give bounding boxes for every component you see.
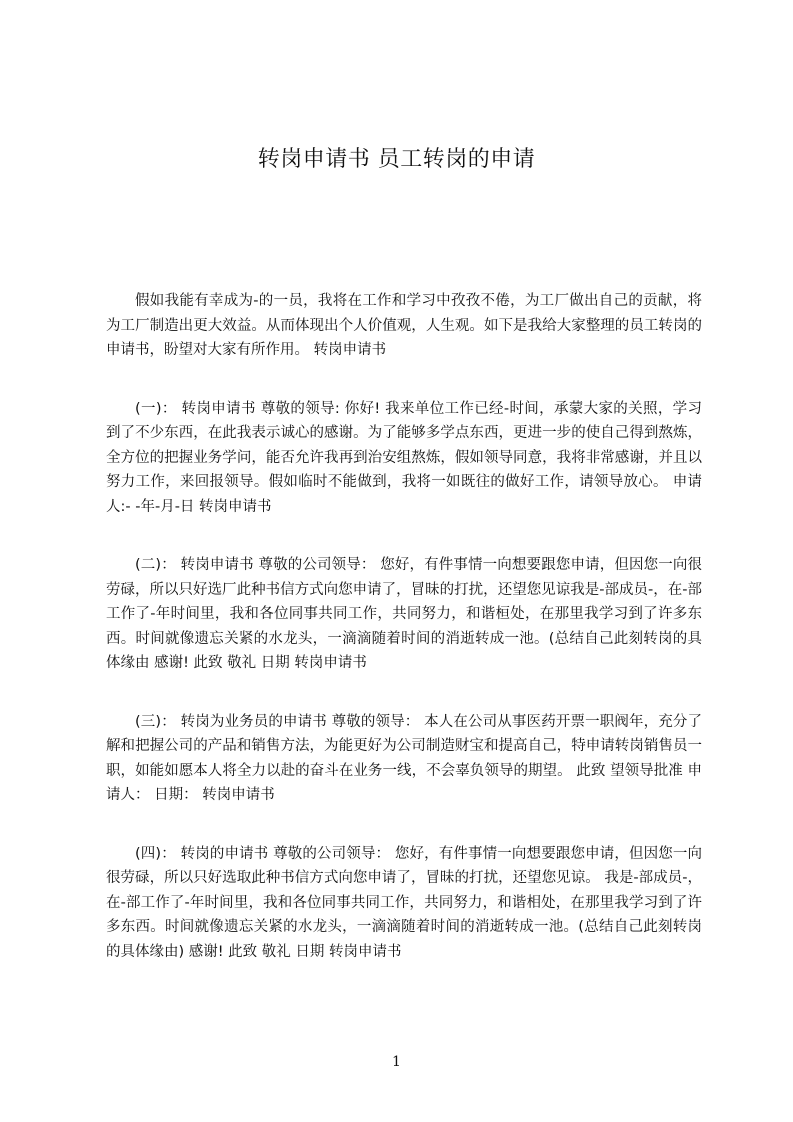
application-paragraph-1: (一)： 转岗申请书 尊敬的领导: 你好! 我来单位工作已经-时间，承蒙大家的关照，学习到了不少东西，在此我表示诚心的感谢。为了能够多学点东西，更进一步的使自己得到熬炼，全方位的把握业务学问，能否允许我再到治安组熬炼，假如领导同意，我将非常感谢，并且以努力工作，来回报领导。假如临时不能做到，我将一如既往的做好工作，请领导放心。 申请人:- -年-月-日 转岗申请书 bbox=[106, 400, 702, 515]
page-number: 1 bbox=[392, 1054, 401, 1070]
document-title: 转岗申请书 员工转岗的申请 bbox=[257, 147, 536, 172]
application-paragraph-4: (四)： 转岗的申请书 尊敬的公司领导： 您好，有件事情一向想要跟您申请，但因您一向很劳碌，所以只好选取此种书信方式向您申请了，冒昧的打扰，还望您见谅。 我是-部成员-，在-部工作了-年时间里，我和各位同事共同工作，共同努力，和谐相处，在那里我学习到了许多东西。时间就像遗忘关紧的水龙头，一滴滴随着时间的消逝转成一池。(总结自己此刻转岗的具体缘由) 感谢! 此致 敬礼 日期 转岗申请书 bbox=[106, 845, 702, 960]
document-body bbox=[106, 289, 702, 998]
application-paragraph-2: (二)： 转岗申请书 尊敬的公司领导： 您好，有件事情一向想要跟您申请，但因您一向很劳碌，所以只好选厂此种书信方式向您申请了，冒昧的打扰，还望您见谅我是-部成员-，在-部工作了-年时间里，我和各位同事共同工作，共同努力，和谐桓处，在那里我学习到了许多东西。时间就像遗忘关紧的水龙头，一滴滴随着时间的消逝转成一池。(总结自己此刻转岗的具体缘由 感谢! 此致 敬礼 日期 转岗申请书 bbox=[106, 557, 702, 671]
application-paragraph-3: (三)： 转岗为业务员的申请书 尊敬的领导： 本人在公司从事医药开票一职阀年，充分了解和把握公司的产品和销售方法，为能更好为公司制造财宝和提高自己，特申请转岗销售员一职，如能如愿本人将全力以赴的奋斗在业务一线，不会辜负领导的期望。 此致 望领导批准 申请人： 日期： 转岗申请书 bbox=[106, 713, 702, 803]
intro-paragraph: 假如我能有幸成为-的一员，我将在工作和学习中孜孜不倦，为工厂做出自己的贡献，将为工厂制造出更大效益。从而体现出个人价值观，人生观。如下是我给大家整理的员工转岗的申请书，盼望对大家有所作用。 转岗申请书 bbox=[106, 293, 702, 358]
